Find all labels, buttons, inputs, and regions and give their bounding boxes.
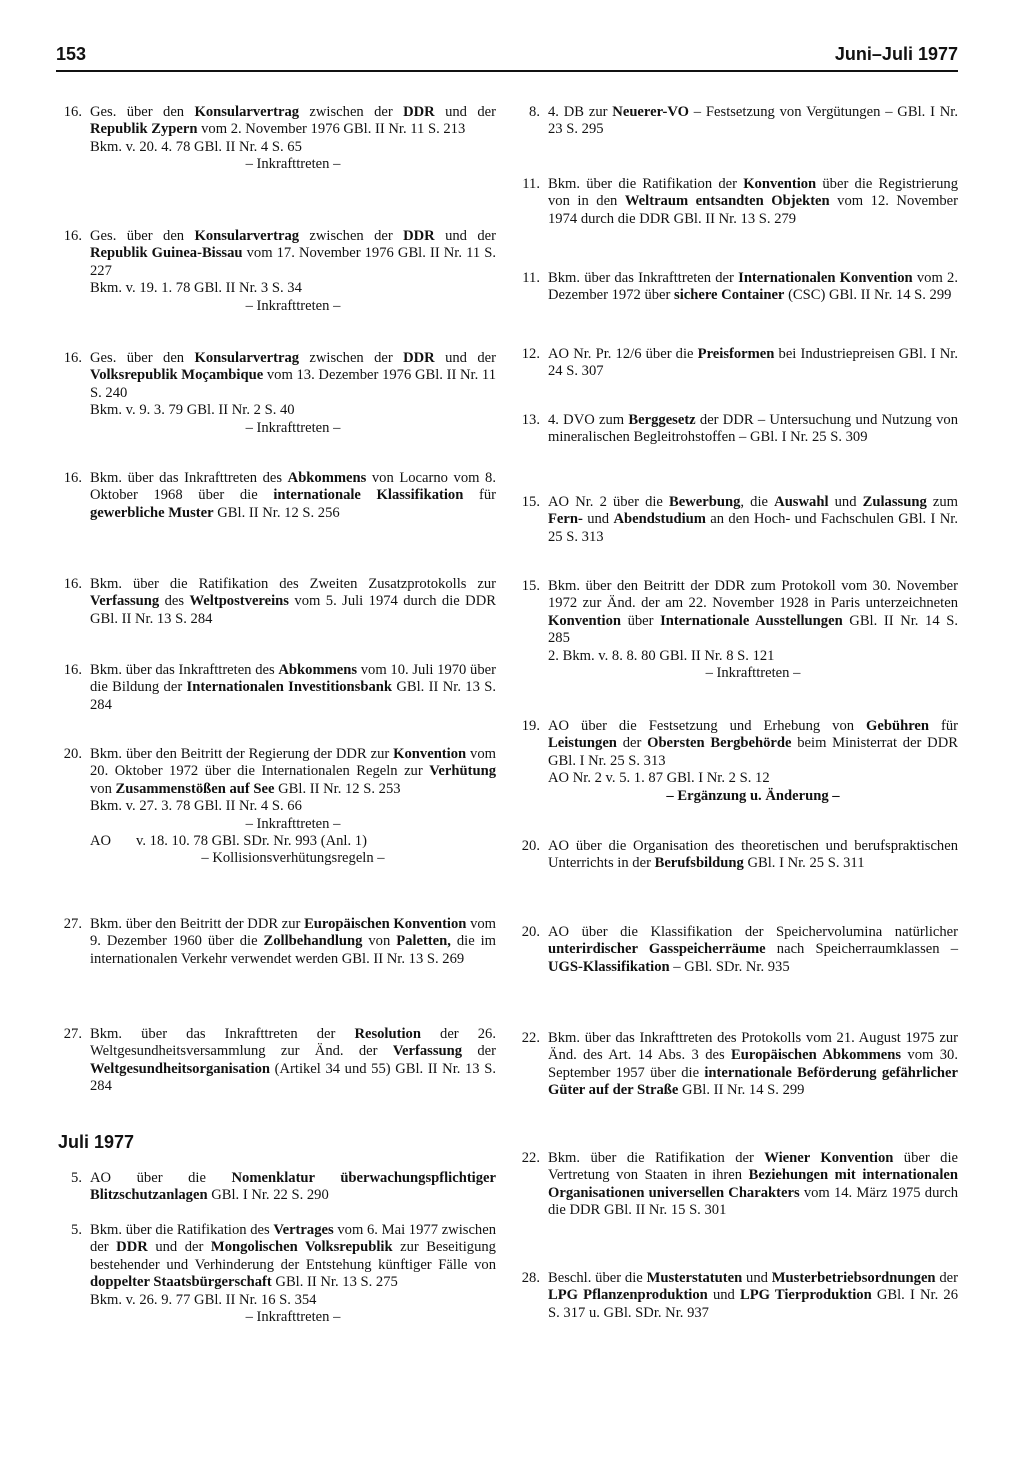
- entry-day: 19.: [521, 718, 540, 734]
- entry-day: 8.: [529, 104, 540, 120]
- entry-text: 4. DVO zum Berggesetz der DDR – Untersuchung und Nutzung von mineralischen Begleitrohstoffen – GBl. I Nr. 25 S. 309: [548, 412, 958, 446]
- header-rule: [56, 70, 958, 72]
- entry-status: – Inkrafttreten –: [245, 297, 341, 314]
- page-header: [56, 40, 958, 74]
- list-item: [516, 578, 958, 682]
- list-item: [58, 916, 496, 968]
- entry-text: 4. DB zur Neuerer-VO – Festsetzung von Vergütungen – GBl. I Nr. 23 S. 295: [548, 104, 958, 138]
- entry-day: 16.: [63, 350, 82, 366]
- page-number: 153: [56, 44, 87, 64]
- entry-note: Bkm. v. 9. 3. 79 GBl. II Nr. 2 S. 40: [90, 402, 295, 419]
- entry-text: AO Nr. Pr. 12/6 über die Preisformen bei Industriepreisen GBl. I Nr. 24 S. 307: [548, 346, 958, 380]
- list-item: [58, 1222, 496, 1326]
- date-range: Juni–Juli 1977: [834, 44, 958, 64]
- list-item: [58, 662, 496, 714]
- entry-note: Bkm. v. 26. 9. 77 GBl. II Nr. 16 S. 354: [90, 1291, 317, 1308]
- list-item: [58, 1026, 496, 1096]
- entry-text: Bkm. über den Beitritt der Regierung der DDR zur Konvention vom 20. Oktober 1972 über die Internationalen Regeln zur Verhütung von Zusammenstößen auf See GBl. II Nr. 12 S. 253 Bkm. v. 27. 3. 78 GBl. II Nr. 4 S. 66 – Inkrafttreten – AO v. 18. 10. 78 GBl. SDr. Nr. 993 (Anl. 1) – Kollisionsverhütungsregeln –: [90, 746, 497, 867]
- list-item: [516, 1150, 958, 1220]
- list-item: [58, 350, 496, 437]
- entry-day: 20.: [63, 746, 82, 762]
- entry-day: 11.: [522, 270, 540, 286]
- entry-day: 16.: [63, 228, 82, 244]
- entry-day: 20.: [521, 924, 540, 940]
- entry-day: 28.: [521, 1270, 540, 1286]
- entry-day: 12.: [521, 346, 540, 362]
- entry-day: 16.: [63, 470, 82, 486]
- entry-status: – Inkrafttreten –: [245, 419, 341, 436]
- entry-day: 16.: [63, 576, 82, 592]
- entry-status: – Inkrafttreten –: [245, 815, 341, 832]
- entry-day: 15.: [521, 494, 540, 510]
- entry-day: 22.: [521, 1150, 540, 1166]
- entry-day: 5.: [71, 1222, 82, 1238]
- list-item: [58, 104, 496, 174]
- entry-status: – Inkrafttreten –: [245, 1309, 341, 1326]
- entry-text: Bkm. über die Ratifikation des Vertrages vom 6. Mai 1977 zwischen der DDR und der Mongolischen Volksrepublik zur Beseitigung bestehender und Verhinderung der Entstehung künftiger Fälle von doppelter Staatsbürgerschaft GBl. II Nr. 13 S. 275 Bkm. v. 26. 9. 77 GBl. II Nr. 16 S. 354 – Inkrafttreten –: [90, 1222, 496, 1326]
- entry-day: 22.: [521, 1030, 540, 1046]
- entry-day: 16.: [63, 662, 82, 678]
- entry-text: Bkm. über das Inkrafttreten des Abkommens von Locarno vom 8. Oktober 1968 über die internationale Klassifikation für gewerbliche Muster GBl. II Nr. 12 S. 256: [90, 470, 496, 521]
- entry-text: Bkm. über das Inkrafttreten des Protokolls vom 21. August 1975 zur Änd. des Art. 14 Abs. 3 des Europäischen Abkommens vom 30. September 1957 über die internationale Beförderung gefährlicher Güter auf der Straße GBl. II Nr. 14 S. 299: [548, 1030, 958, 1099]
- entry-text: AO über die Organisation des theoretischen und berufspraktischen Unterrichts in der Berufsbildung GBl. I Nr. 25 S. 311: [548, 838, 958, 872]
- list-item: [516, 924, 958, 976]
- entry-day: 20.: [521, 838, 540, 854]
- entry-note-2: AO v. 18. 10. 78 GBl. SDr. Nr. 993 (Anl. 1): [90, 833, 367, 850]
- entry-day: 16.: [63, 104, 82, 120]
- list-item: [516, 1030, 958, 1100]
- list-item: [516, 838, 958, 873]
- entry-note: Bkm. v. 19. 1. 78 GBl. II Nr. 3 S. 34: [90, 280, 302, 297]
- list-item: [516, 1270, 958, 1322]
- entry-note: AO Nr. 2 v. 5. 1. 87 GBl. I Nr. 2 S. 12: [548, 770, 770, 787]
- entry-text: Bkm. über den Beitritt der DDR zum Protokoll vom 30. November 1972 zur Änd. der am 22. November 1928 in Paris unterzeichneten Konvention über Internationale Ausstellungen GBl. II Nr. 14 S. 285 2. Bkm. v. 8. 8. 80 GBl. II Nr. 8 S. 121 – Inkrafttreten –: [548, 578, 958, 682]
- entry-note: 2. Bkm. v. 8. 8. 80 GBl. II Nr. 8 S. 121: [548, 647, 775, 664]
- entry-text: AO über die Nomenklatur überwachungspflichtiger Blitzschutzanlagen GBl. I Nr. 22 S. 290: [90, 1170, 496, 1204]
- entry-text: Bkm. über die Ratifikation des Zweiten Zusatzprotokolls zur Verfassung des Weltpostvereins vom 5. Juli 1974 durch die DDR GBl. II Nr. 13 S. 284: [90, 576, 496, 627]
- entry-text: AO über die Klassifikation der Speichervolumina natürlicher unterirdischer Gasspeicherräume nach Speicherraumklassen – UGS-Klassifikation – GBl. SDr. Nr. 935: [548, 924, 959, 975]
- entry-day: 27.: [63, 1026, 82, 1042]
- entry-text: Ges. über den Konsularvertrag zwischen der DDR und der Republik Zypern vom 2. November 1976 GBl. II Nr. 11 S. 213 Bkm. v. 20. 4. 78 GBl. II Nr. 4 S. 65 – Inkrafttreten –: [90, 104, 496, 173]
- list-item: [516, 176, 958, 228]
- entry-note: Bkm. v. 27. 3. 78 GBl. II Nr. 4 S. 66: [90, 798, 302, 815]
- entry-text: Bkm. über das Inkrafttreten der Resolution der 26. Weltgesundheitsversammlung zur Änd. der Verfassung der Weltgesundheitsorganisation (Artikel 34 und 55) GBl. II Nr. 13 S. 284: [90, 1026, 496, 1095]
- list-item: [58, 1170, 496, 1205]
- entry-day: 13.: [521, 412, 540, 428]
- list-item: [516, 412, 958, 447]
- entry-status: – Inkrafttreten –: [705, 665, 801, 682]
- entry-text: Beschl. über die Musterstatuten und Musterbetriebsordnungen der LPG Pflanzenproduktion und LPG Tierproduktion GBl. I Nr. 26 S. 317 u. GBl. SDr. Nr. 937: [548, 1270, 959, 1321]
- entry-text: AO über die Festsetzung und Erhebung von Gebühren für Leistungen der Obersten Bergbehörde beim Ministerrat der DDR GBl. I Nr. 25 S. 313 AO Nr. 2 v. 5. 1. 87 GBl. I Nr. 2 S. 12 – Ergänzung u. Änderung –: [548, 718, 958, 804]
- entry-text: AO Nr. 2 über die Bewerbung, die Auswahl und Zulassung zum Fern- und Abendstudium an den Hoch- und Fachschulen GBl. I Nr. 25 S. 313: [548, 494, 959, 545]
- list-item: [516, 270, 958, 305]
- list-item: [58, 228, 496, 315]
- list-item: [58, 746, 496, 868]
- entry-day: 27.: [63, 916, 82, 932]
- entry-text: Ges. über den Konsularvertrag zwischen der DDR und der Republik Guinea-Bissau vom 17. November 1976 GBl. II Nr. 11 S. 227 Bkm. v. 19. 1. 78 GBl. II Nr. 3 S. 34 – Inkrafttreten –: [90, 228, 497, 314]
- list-item: [516, 346, 958, 381]
- section-title: Juli 1977: [58, 1132, 135, 1152]
- list-item: [516, 104, 958, 139]
- entry-day: 5.: [71, 1170, 82, 1186]
- entry-text: Bkm. über das Inkrafttreten der Internationalen Konvention vom 2. Dezember 1972 über sichere Container (CSC) GBl. II Nr. 14 S. 299: [548, 270, 959, 304]
- entry-text: Bkm. über das Inkrafttreten des Abkommens vom 10. Juli 1970 über die Bildung der Internationalen Investitionsbank GBl. II Nr. 13 S. 284: [90, 662, 497, 713]
- list-item: [58, 470, 496, 522]
- list-item: [516, 494, 958, 546]
- entry-text: Bkm. über die Ratifikation der Wiener Konvention über die Vertretung von Staaten in ihren Beziehungen mit internationalen Organisationen universellen Charakters vom 14. März 1975 durch die DDR GBl. II Nr. 15 S. 301: [548, 1150, 958, 1219]
- entry-status: – Inkrafttreten –: [245, 156, 341, 173]
- entry-status: – Ergänzung u. Änderung –: [666, 787, 840, 804]
- entry-text: Bkm. über den Beitritt der DDR zur Europäischen Konvention vom 9. Dezember 1960 über die Zollbehandlung von Paletten, die im internationalen Verkehr verwendet werden GBl. II Nr. 13 S. 269: [90, 916, 497, 967]
- entry-status-2: – Kollisionsverhütungsregeln –: [201, 850, 385, 867]
- list-item: [58, 576, 496, 628]
- entry-day: 15.: [521, 578, 540, 594]
- entry-text: Ges. über den Konsularvertrag zwischen der DDR und der Volksrepublik Moçambique vom 13. Dezember 1976 GBl. II Nr. 11 S. 240 Bkm. v. 9. 3. 79 GBl. II Nr. 2 S. 40 – Inkrafttreten –: [90, 350, 496, 436]
- entry-text: Bkm. über die Ratifikation der Konvention über die Registrierung von in den Weltraum entsandten Objekten vom 12. November 1974 durch die DDR GBl. II Nr. 13 S. 279: [548, 176, 959, 227]
- entry-day: 11.: [522, 176, 540, 192]
- list-item: [516, 718, 958, 805]
- entry-note: Bkm. v. 20. 4. 78 GBl. II Nr. 4 S. 65: [90, 138, 302, 155]
